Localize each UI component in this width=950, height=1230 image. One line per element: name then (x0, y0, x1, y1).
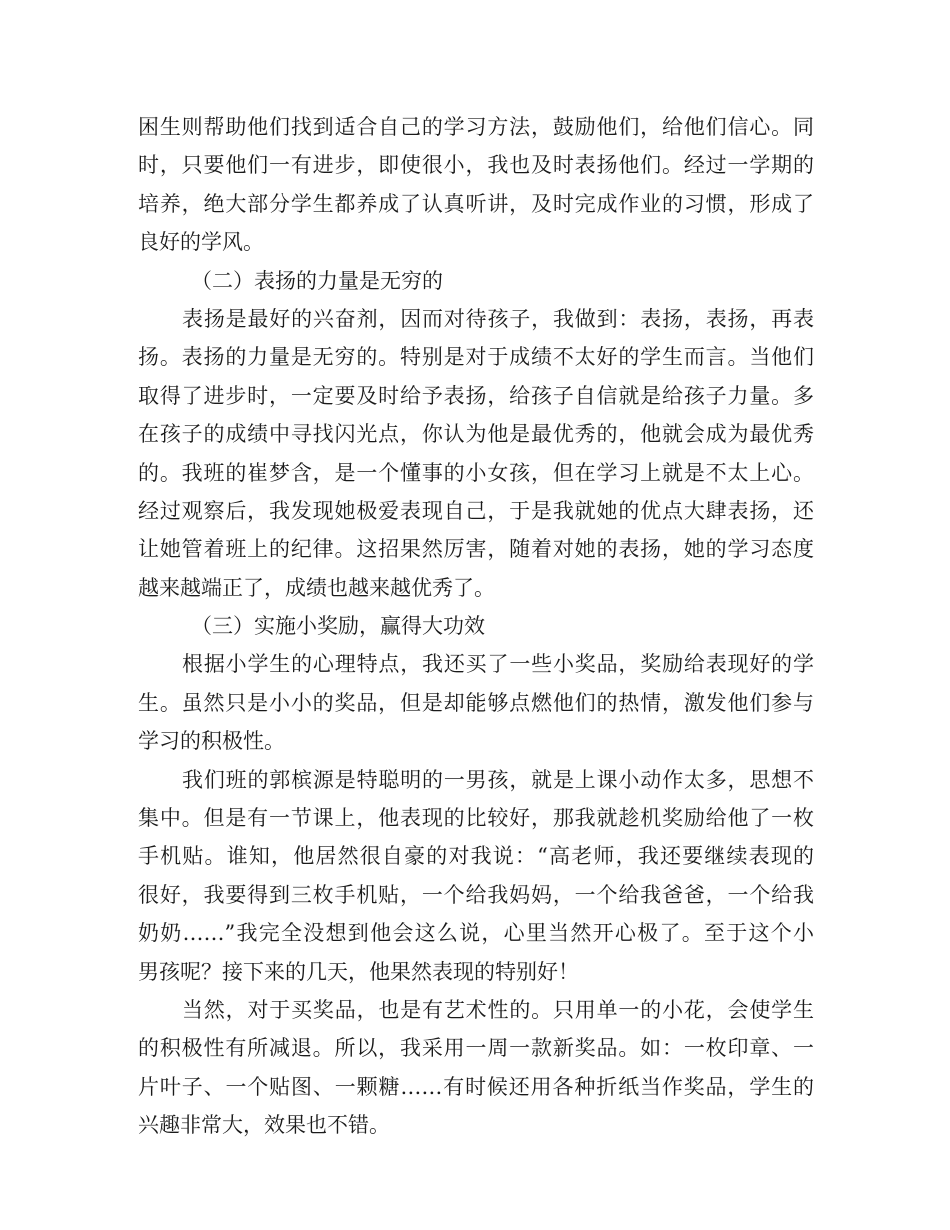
text-line: 学习的积极性。 (138, 729, 285, 754)
text-line: 越来越端正了，成绩也越来越优秀了。 (138, 575, 495, 600)
text-line: 培养，绝大部分学生都养成了认真听讲，及时完成作业的习惯，形成了 (138, 191, 814, 216)
text-line: 手机贴。谁知，他居然很自豪的对我说：“高老师，我还要继续表现的 (138, 844, 814, 869)
text-line: 的。我班的崔梦含，是一个懂事的小女孩，但在学习上就是不太上心。 (138, 460, 814, 485)
section-heading: （二）表扬的力量是无穷的 (191, 268, 443, 293)
text-line: 根据小学生的心理特点，我还买了一些小奖品，奖励给表现好的学 (182, 652, 814, 677)
text-line: 取得了进步时，一定要及时给予表扬，给孩子自信就是给孩子力量。多 (138, 383, 814, 408)
text-line: 兴趣非常大，效果也不错。 (138, 1113, 390, 1138)
text-line: 良好的学风。 (138, 230, 264, 255)
text-line: 扬。表扬的力量是无穷的。特别是对于成绩不太好的学生而言。当他们 (138, 345, 814, 370)
text-line: 经过观察后，我发现她极爱表现自己，于是我就她的优点大肆表扬，还 (138, 498, 814, 523)
text-line: 生。虽然只是小小的奖品，但是却能够点燃他们的热情，激发他们参与 (138, 690, 814, 715)
text-line: 表扬是最好的兴奋剂，因而对待孩子，我做到：表扬，表扬，再表 (182, 306, 814, 331)
document-body (138, 108, 814, 1145)
text-line: 的积极性有所减退。所以，我采用一周一款新奖品。如：一枚印章、一 (138, 1036, 814, 1061)
text-line: 困生则帮助他们找到适合自己的学习方法，鼓励他们，给他们信心。同 (138, 115, 814, 139)
text-line: 让她管着班上的纪律。这招果然厉害，随着对她的表扬，她的学习态度 (138, 537, 814, 562)
text-line: 奶奶……”我完全没想到他会这么说，心里当然开心极了。至于这个小 (138, 921, 814, 946)
text-line: 当然，对于买奖品，也是有艺术性的。只用单一的小花，会使学生 (182, 997, 814, 1022)
text-line: 在孩子的成绩中寻找闪光点，你认为他是最优秀的，他就会成为最优秀 (138, 422, 814, 447)
text-line: 片叶子、一个贴图、一颗糖……有时候还用各种折纸当作奖品，学生的 (138, 1074, 814, 1099)
text-line: 时，只要他们一有进步，即使很小，我也及时表扬他们。经过一学期的 (138, 153, 814, 178)
text-line: 男孩呢？接下来的几天，他果然表现的特别好！ (138, 959, 579, 984)
text-line: 很好，我要得到三枚手机贴，一个给我妈妈，一个给我爸爸，一个给我 (138, 882, 814, 907)
section-heading: （三）实施小奖励，赢得大功效 (191, 614, 485, 639)
text-line: 集中。但是有一节课上，他表现的比较好，那我就趁机奖励给他了一枚 (138, 806, 814, 831)
text-line: 我们班的郭槟源是特聪明的一男孩，就是上课小动作太多，思想不 (182, 767, 814, 792)
